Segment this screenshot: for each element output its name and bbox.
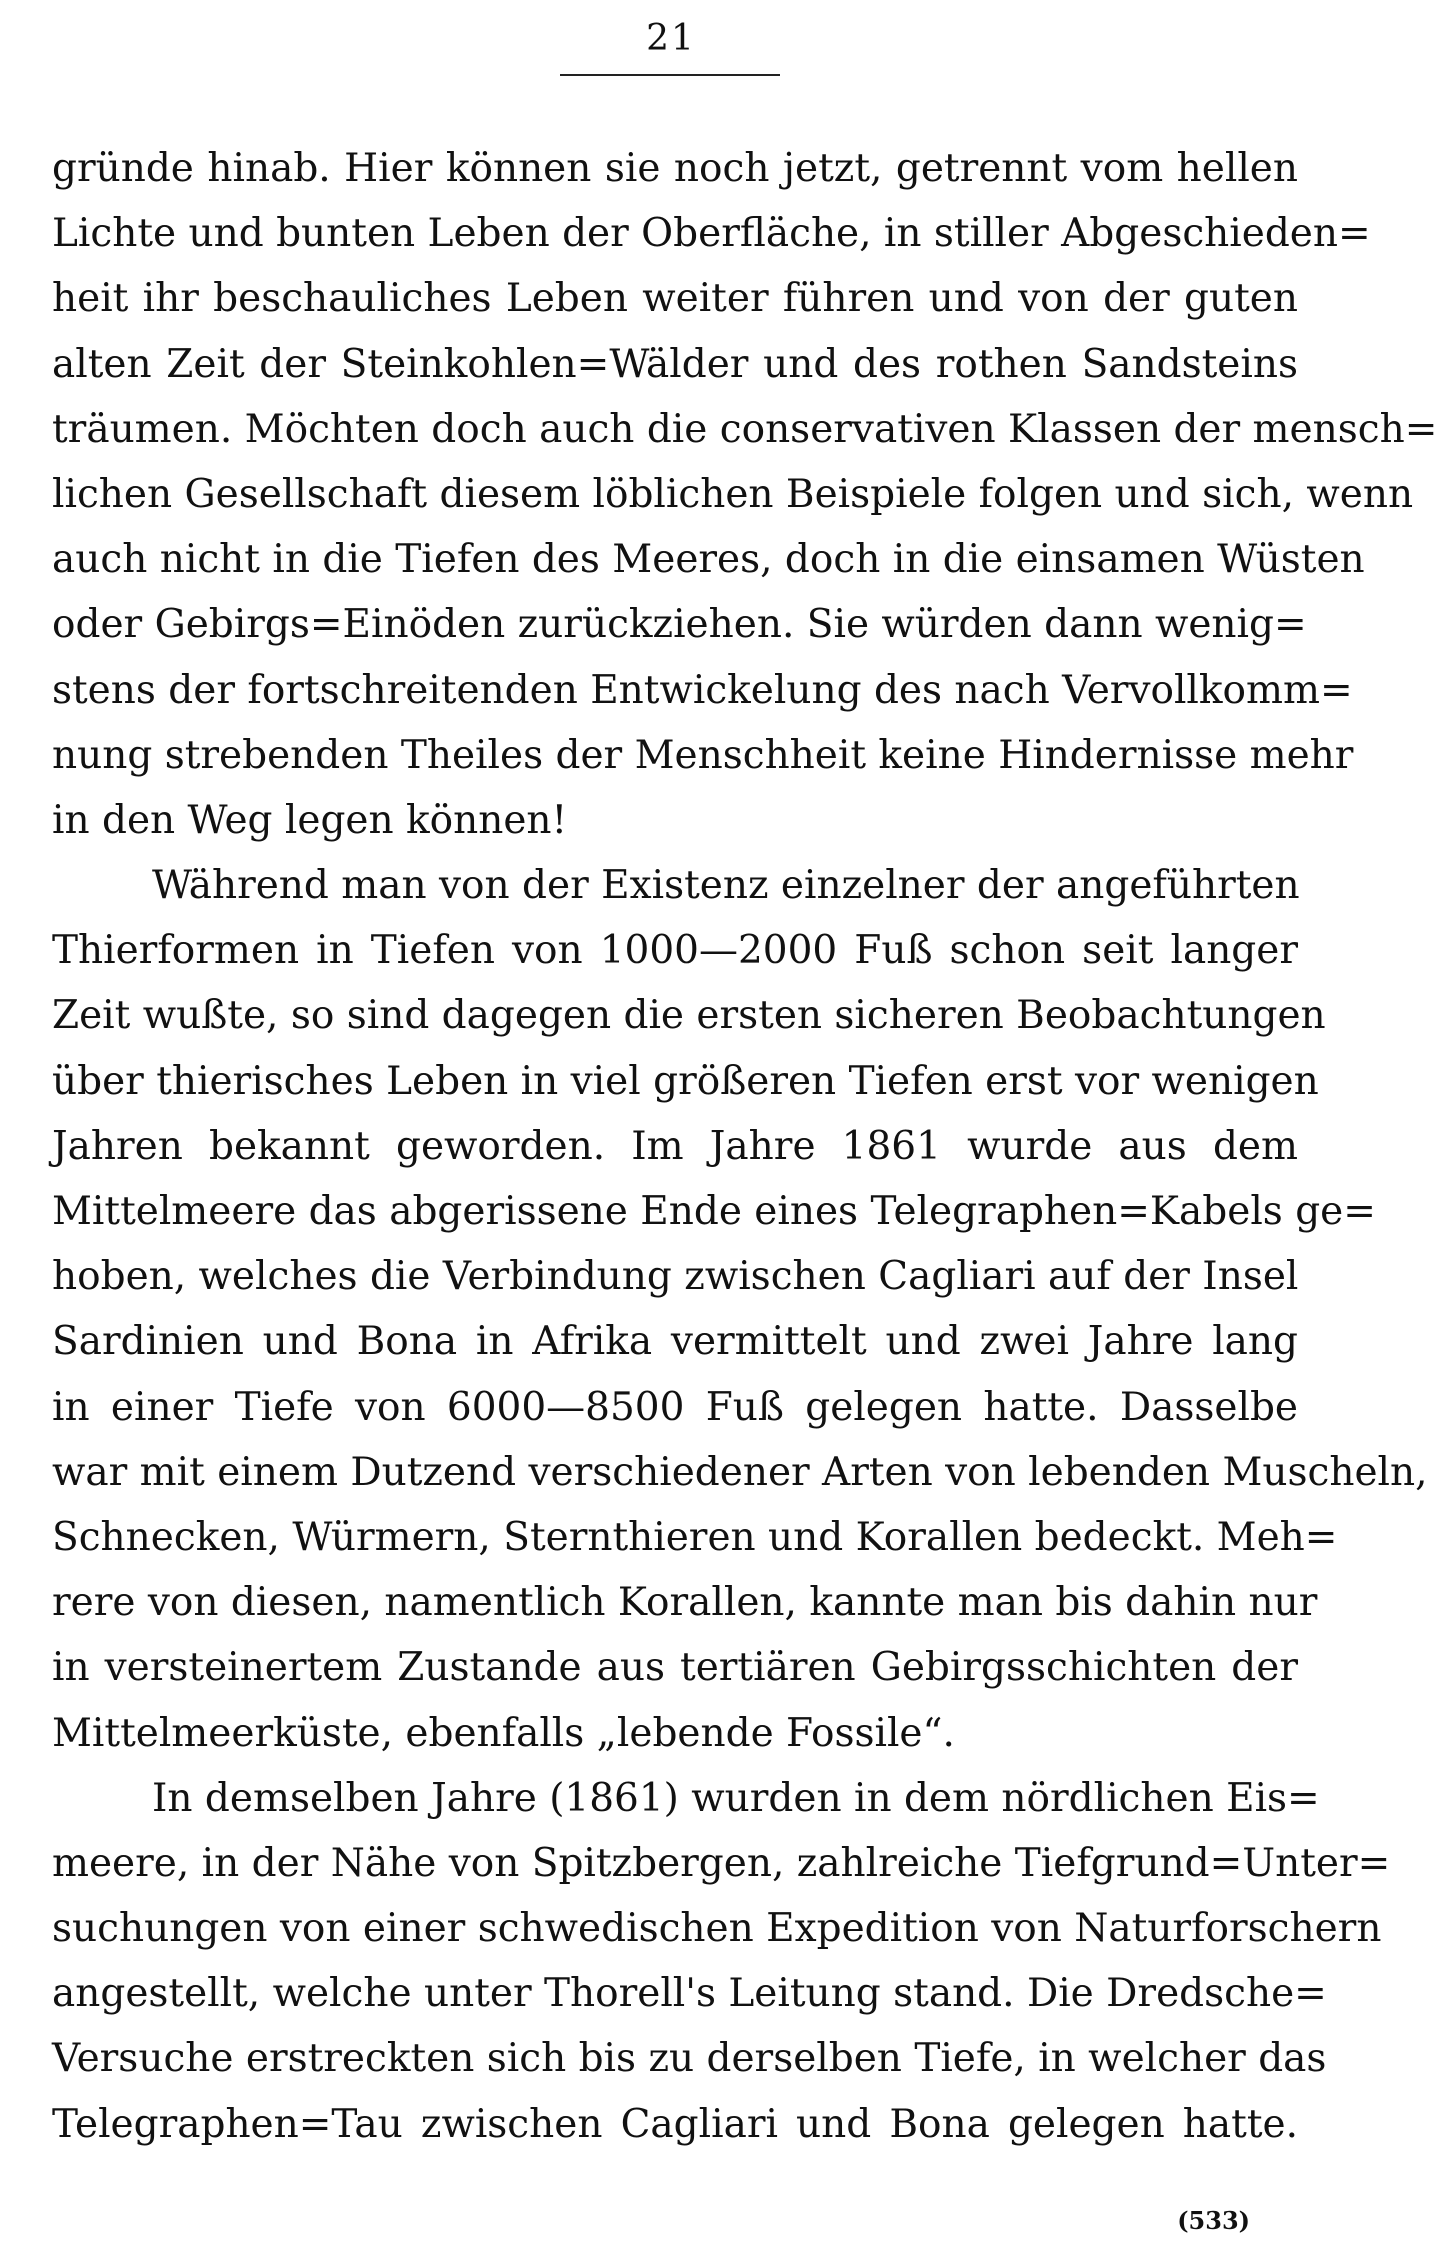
text-line: suchungen von einer schwedischen Expedition von Naturforschern [52, 1906, 1382, 1952]
text-line: lichen Gesellschaft diesem löblichen Beispiele folgen und sich, wenn [52, 471, 1414, 517]
text-line: Zeit wußte, so sind dagegen die ersten sicheren Beobachtungen [52, 993, 1326, 1039]
text-line: hoben, welches die Verbindung zwischen Cagliari auf der Insel [52, 1254, 1299, 1300]
header-rule [560, 74, 780, 76]
text-line: rere von diesen, namentlich Korallen, kannte man bis dahin nur [52, 1580, 1318, 1626]
text-line: Jahren bekannt geworden. Im Jahre 1861 wurde aus dem [52, 1123, 1298, 1169]
paragraph-end-line: Mittelmeerküste, ebenfalls „lebende Fossile“. [52, 1710, 955, 1756]
text-line: Sardinien und Bona in Afrika vermittelt und zwei Jahre lang [52, 1319, 1298, 1365]
text-line: Lichte und bunten Leben der Oberfläche, in stiller Abgeschieden= [52, 211, 1371, 257]
text-line: oder Gebirgs=Einöden zurückziehen. Sie würden dann wenig= [52, 602, 1307, 648]
text-line: heit ihr beschauliches Leben weiter führen und von der guten [52, 276, 1298, 322]
text-line: in versteinertem Zustande aus tertiären Gebirgsschichten der [52, 1645, 1298, 1691]
paragraph-start-line: In demselben Jahre (1861) wurden in dem nördlichen Eis= [152, 1775, 1320, 1821]
text-line: träumen. Möchten doch auch die conservativen Klassen der mensch= [52, 406, 1437, 452]
text-line: stens der fortschreitenden Entwickelung des nach Vervollkomm= [52, 667, 1353, 713]
body-text [52, 136, 1437, 2157]
text-line: Versuche erstreckten sich bis zu derselben Tiefe, in welcher das [52, 2036, 1327, 2082]
text-line: alten Zeit der Steinkohlen=Wälder und des rothen Sandsteins [52, 341, 1298, 387]
paragraph-end-line: in den Weg legen können! [52, 797, 568, 843]
text-line: meere, in der Nähe von Spitzbergen, zahlreiche Tiefgrund=Unter= [52, 1840, 1391, 1886]
printer-signature: (533) [1177, 2206, 1250, 2235]
page-number: 21 [646, 18, 696, 59]
text-line: auch nicht in die Tiefen des Meeres, doch in die einsamen Wüsten [52, 537, 1365, 583]
text-line: Thierformen in Tiefen von 1000—2000 Fuß schon seit langer [52, 928, 1298, 974]
text-line: angestellt, welche unter Thorell's Leitung stand. Die Dredsche= [52, 1971, 1327, 2017]
text-line: in einer Tiefe von 6000—8500 Fuß gelegen hatte. Dasselbe [52, 1384, 1298, 1430]
text-line: Schnecken, Würmern, Sternthieren und Korallen bedeckt. Meh= [52, 1514, 1338, 1560]
text-line: Mittelmeere das abgerissene Ende eines Telegraphen=Kabels ge= [52, 1189, 1376, 1234]
text-line: nung strebenden Theiles der Menschheit keine Hindernisse mehr [52, 732, 1354, 778]
text-line: über thierisches Leben in viel größeren Tiefen erst vor wenigen [52, 1058, 1319, 1104]
text-line: gründe hinab. Hier können sie noch jetzt, getrennt vom hellen [52, 146, 1298, 191]
paragraph-start-line: Während man von der Existenz einzelner der angeführten [152, 863, 1300, 909]
text-line: Telegraphen=Tau zwischen Cagliari und Bona gelegen hatte. [52, 2101, 1298, 2147]
text-line: war mit einem Dutzend verschiedener Arten von lebenden Muscheln, [52, 1449, 1428, 1495]
